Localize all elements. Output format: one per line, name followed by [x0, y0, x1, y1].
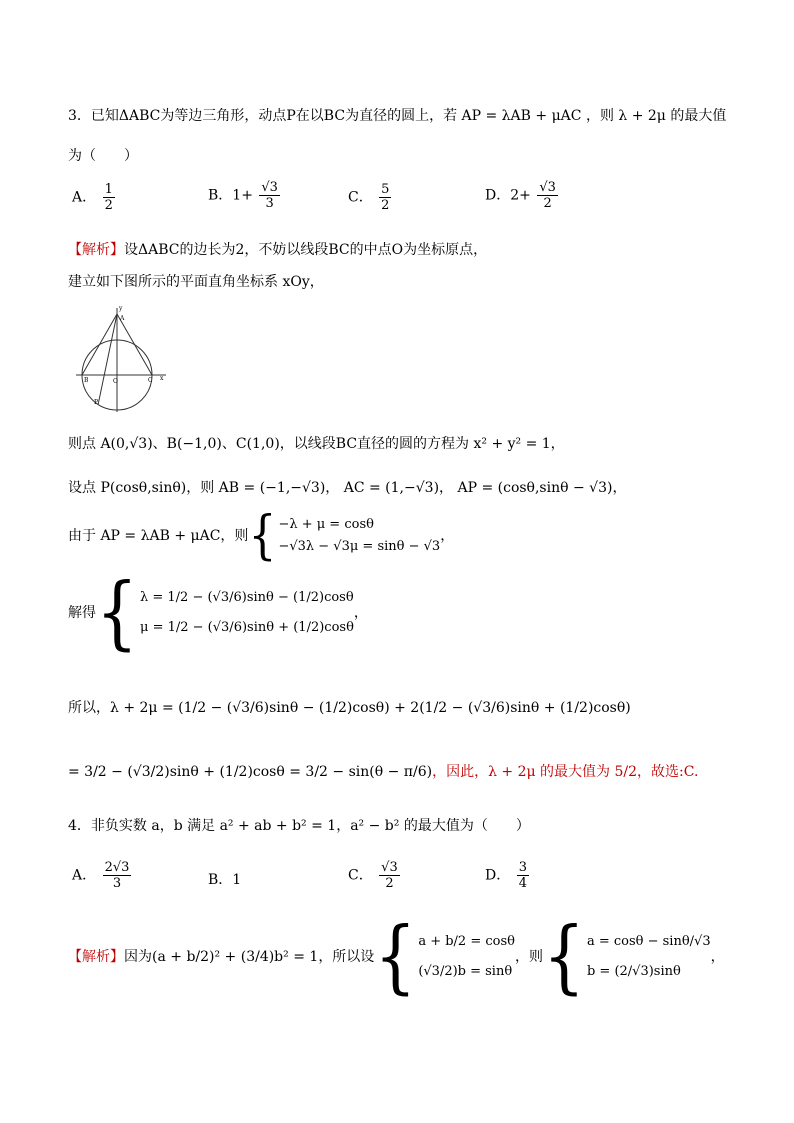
q3-stem-line1: 3．已知ΔABC为等边三角形，动点P在以BC为直径的圆上，若 AP = λAB + μAC ，则 λ + 2μ 的最大值: [68, 108, 727, 124]
q3-option-b: B．1+ $\frac{√3}{3}$: [208, 180, 278, 211]
q3-option-a: A． $\frac{1}{2}$: [72, 182, 113, 213]
fig-label-c: C: [148, 377, 153, 384]
q3-option-c: C． $\frac{5}{2}$: [348, 182, 390, 213]
q4-option-d: D． $\frac{3}{4}$: [485, 860, 527, 891]
q3-analysis-line2: 建立如下图所示的平面直角坐标系 xOy，: [68, 274, 324, 290]
fig-label-x: x: [160, 375, 164, 382]
q3-line7: 所以，λ + 2μ = (1/2 − (√3/6)sinθ − (1/2)cosθ) + 2(1/2 − (√3/6)sinθ + (1/2)cosθ): [68, 700, 631, 716]
fig-label-o: O: [113, 378, 118, 385]
q3-line5: 由于 AP = λAB + μAC，则{ −λ + μ = cosθ −√3λ − √3μ = sinθ − √3 ，: [68, 504, 455, 566]
q3-line6: 解得{ λ = 1/2 − (√3/6)sinθ − (1/2)cosθ μ = 1/2 − (√3/6)sinθ + (1/2)cosθ ，: [68, 566, 368, 659]
q4-analysis: 【解析】因为(a + b/2)² + (3/4)b² = 1，所以设{ a + b/2 = cosθ (√3/2)b = sinθ ，则{ a = cosθ − sinθ/√3 b = (2/√3)sinθ ，: [68, 910, 725, 1003]
q3-analysis-line1: 【解析】设ΔABC的边长为2，不妨以线段BC的中点O为坐标原点，: [68, 242, 488, 258]
q4-option-a: A． $\frac{2√3}{3}$: [72, 860, 130, 891]
q3-line8: = 3/2 − (√3/2)sinθ + (1/2)cosθ = 3/2 − sin(θ − π/6)，因此，λ + 2μ 的最大值为 5/2，故选:C.: [68, 764, 699, 780]
q3-stem-line2: 为（ ）: [68, 148, 138, 164]
fig-label-p: P: [94, 399, 99, 406]
analysis-tag: 【解析】: [68, 242, 124, 258]
q4-stem: 4．非负实数 a，b 满足 a² + ab + b² = 1，a² − b² 的最大值为（ ）: [68, 818, 530, 834]
q4-option-b: B．1: [208, 872, 242, 888]
q4-option-c: C． $\frac{√3}{2}$: [348, 860, 398, 891]
q3-line4: 设点 P(cosθ,sinθ)，则 AB = (−1,−√3)， AC = (1,−√3)， AP = (cosθ,sinθ − √3)，: [68, 480, 627, 496]
analysis-tag: 【解析】: [68, 949, 124, 965]
fig-label-b: B: [84, 377, 89, 384]
q3-option-d: D．2+ $\frac{√3}{2}$: [485, 180, 556, 211]
q3-line3: 则点 A(0,√3)、B(−1,0)、C(1,0)，以线段BC直径的圆的方程为 x² + y² = 1，: [68, 436, 565, 452]
fig-label-a: A: [120, 315, 125, 322]
coordinate-figure: [70, 300, 170, 415]
fig-label-y: y: [119, 305, 123, 312]
